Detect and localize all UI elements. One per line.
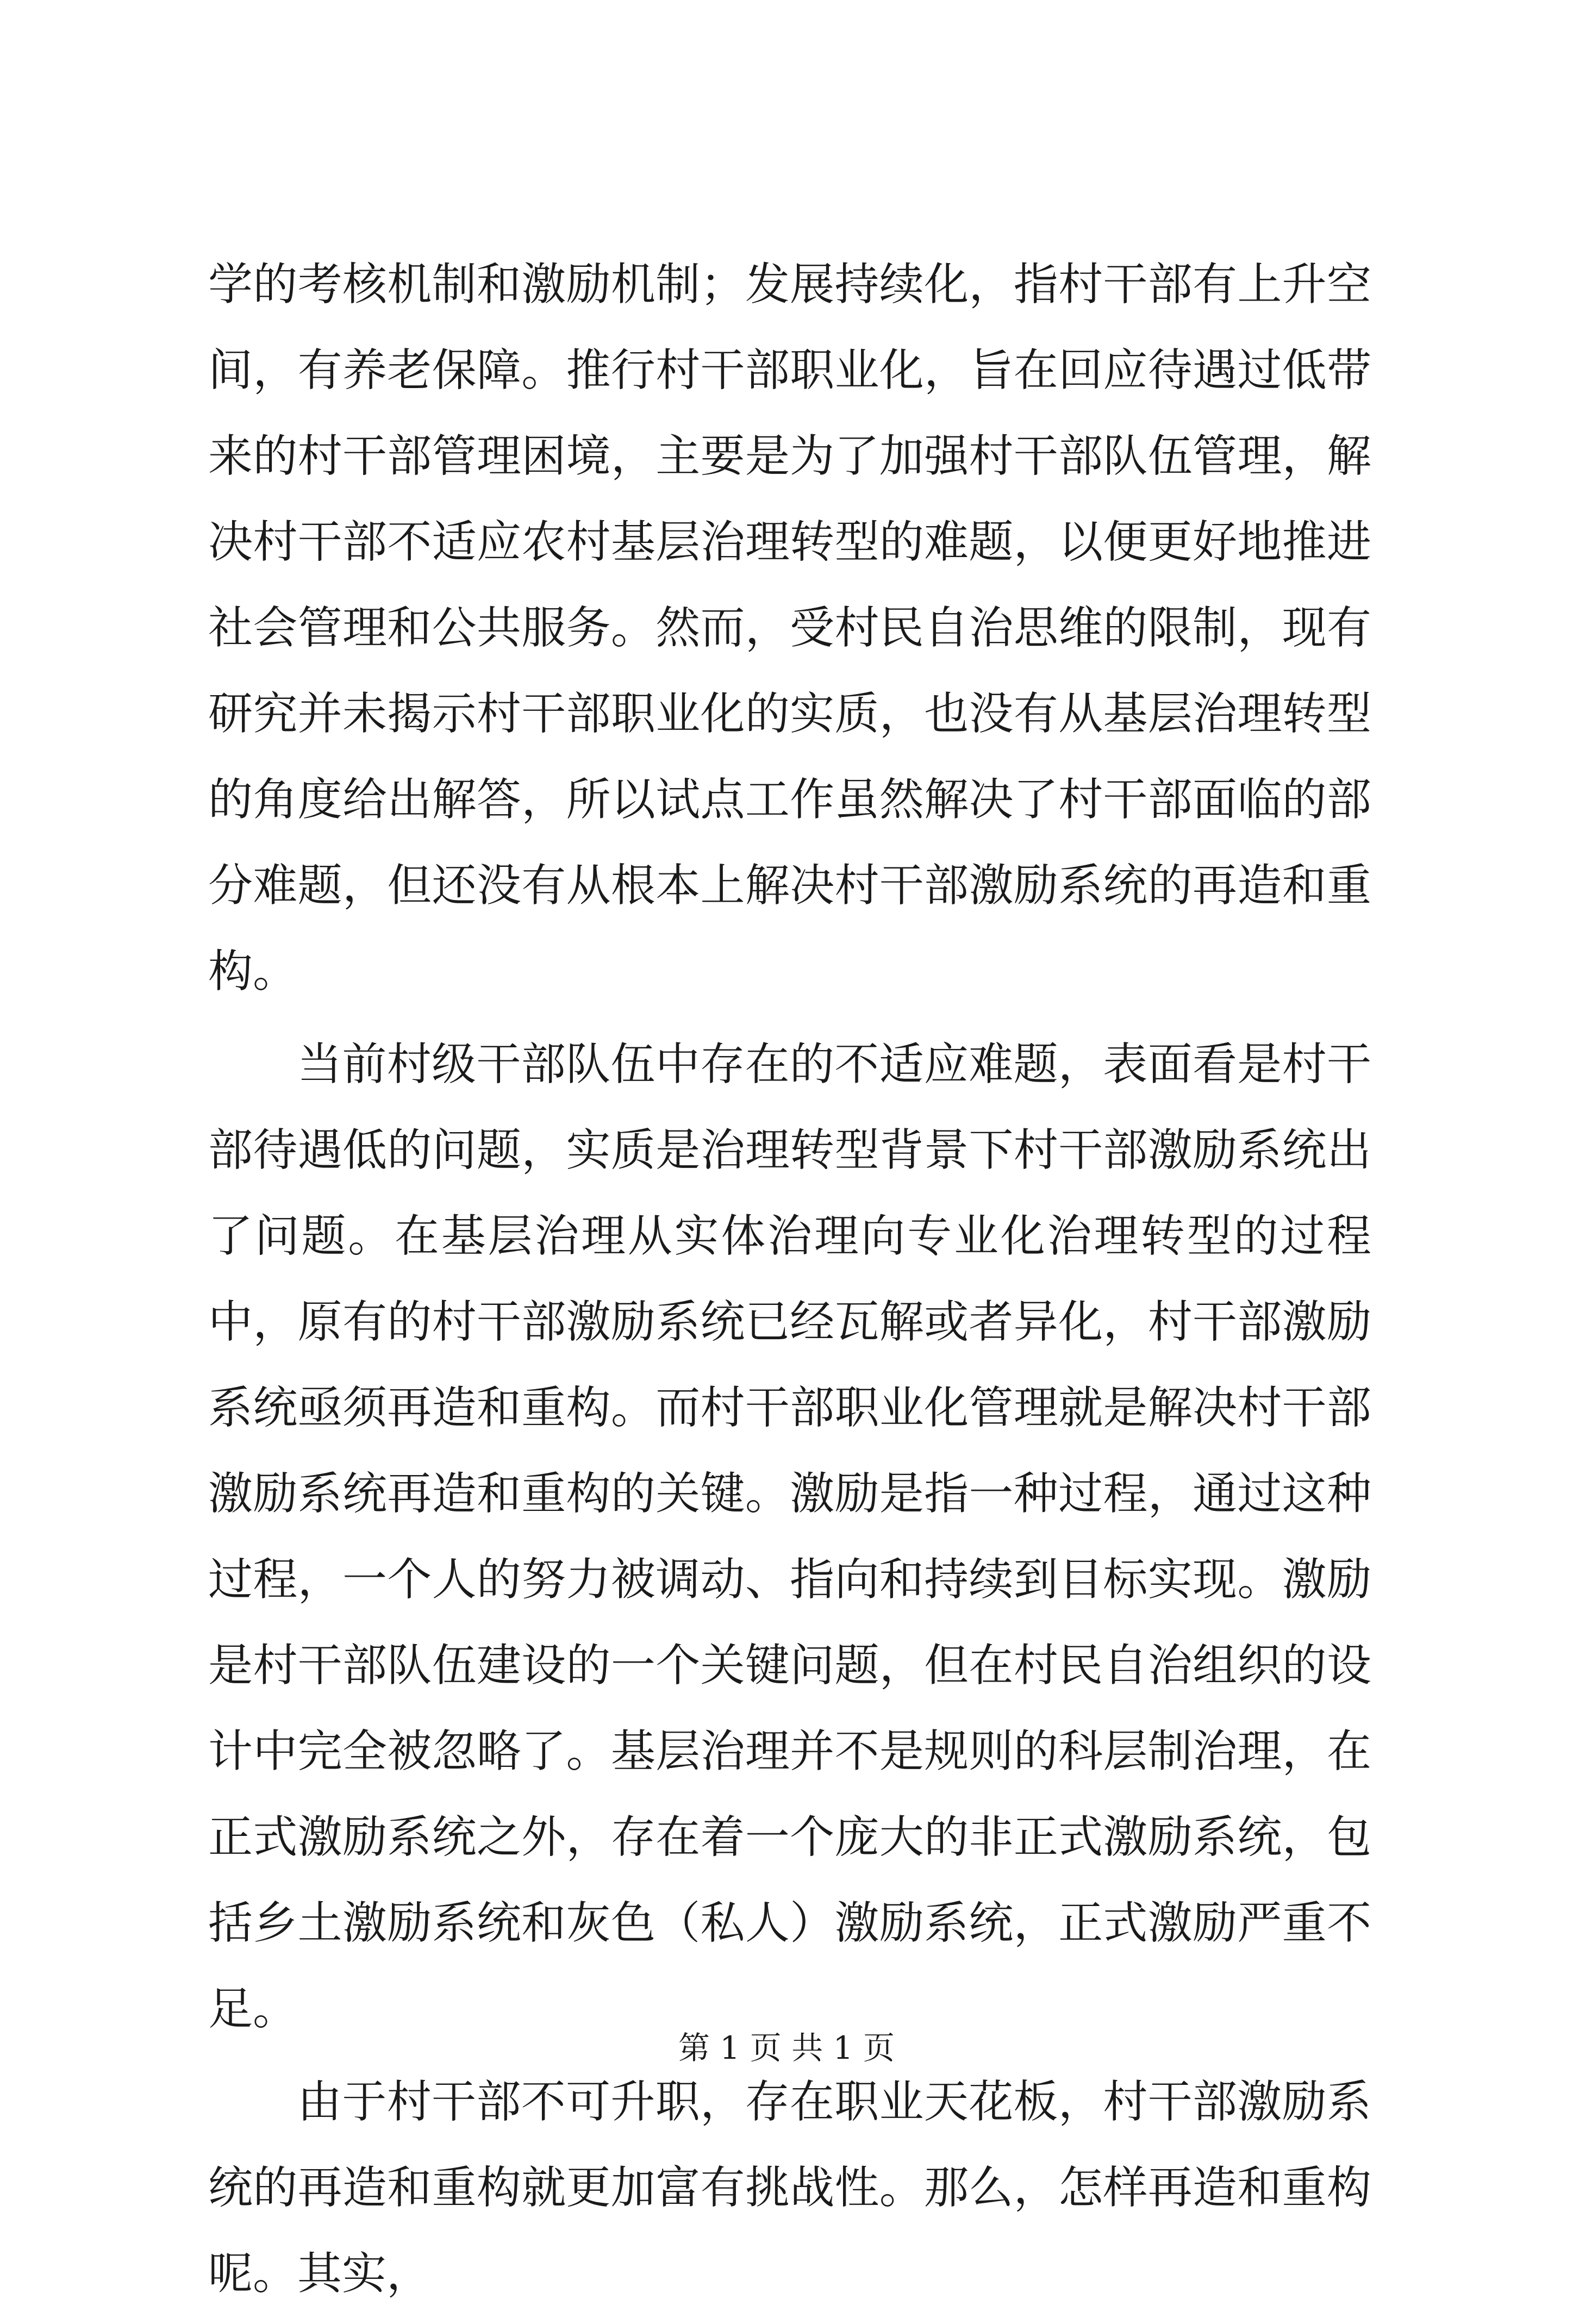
page-footer: 第 1 页 共 1 页 <box>678 2029 895 2066</box>
paragraph-3: 由于村干部不可升职，存在职业天花板，村干部激励系统的再造和重构就更加富有挑战性。那么，怎样再造和重构呢。其实， <box>208 2076 1371 2300</box>
paragraph-1: 学的考核机制和激励机制；发展持续化，指村干部有上升空间，有养老保障。推行村干部职业化，旨在回应待遇过低带来的村干部管理困境，主要是为了加强村干部队伍管理，解决村干部不适应农村基层治理转型的难题，以便更好地推进社会管理和公共服务。然而，受村民自治思维的限制，现有研究并未揭示村干部职业化的实质，也没有从基层治理转型的角度给出解答，所以试点工作虽然解决了村干部面临的部分难题，但还没有从根本上解决村干部激励系统的再造和重构。 <box>208 259 1371 997</box>
document-body <box>208 242 1371 2324</box>
paragraph-2: 当前村级干部队伍中存在的不适应难题，表面看是村干部待遇低的问题，实质是治理转型背景下村干部激励系统出了问题。在基层治理从实体治理向专业化治理转型的过程中，原有的村干部激励系统已经瓦解或者异化，村干部激励系统亟须再造和重构。而村干部职业化管理就是解决村干部激励系统再造和重构的关键。激励是指一种过程，通过这种过程，一个人的努力被调动、指向和持续到目标实现。激励是村干部队伍建设的一个关键问题，但在村民自治组织的设计中完全被忽略了。基层治理并不是规则的科层制治理，在正式激励系统之外，存在着一个庞大的非正式激励系统，包括乡土激励系统和灰色（私人）激励系统，正式激励严重不足。 <box>208 1039 1371 2035</box>
